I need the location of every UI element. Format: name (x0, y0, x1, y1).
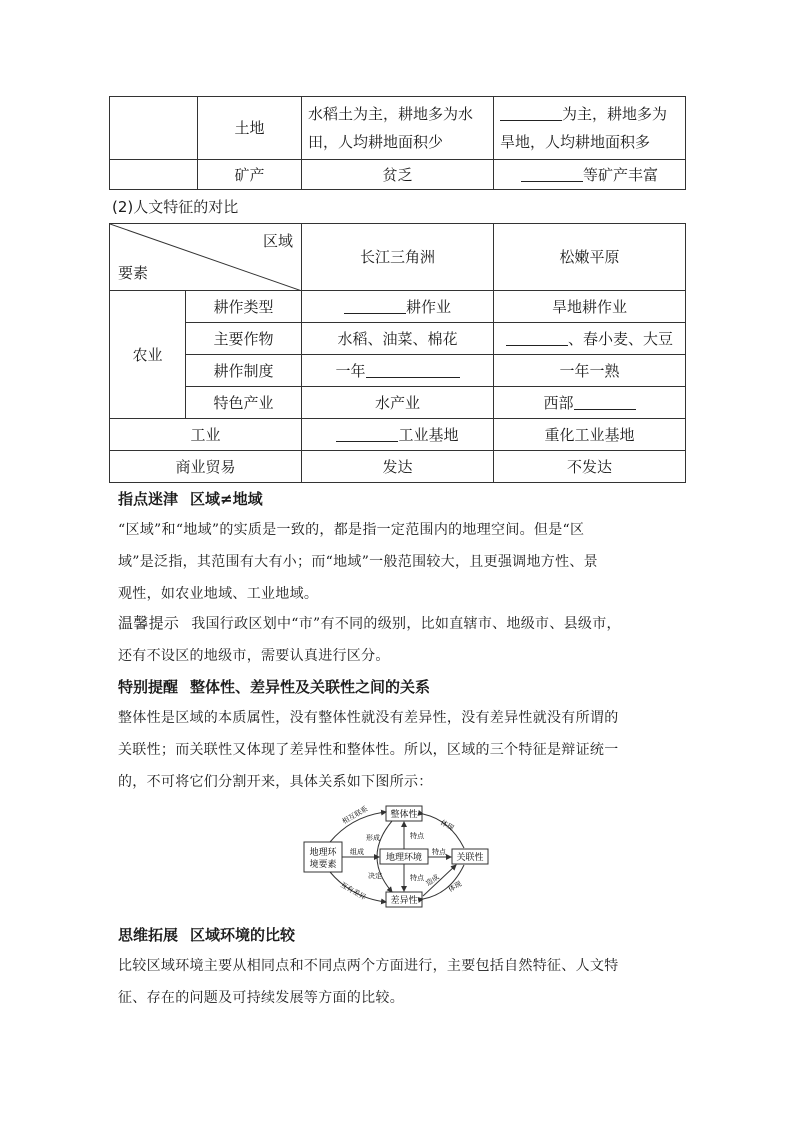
label-reflect-top: 体现 (439, 818, 456, 833)
fill-blank[interactable] (521, 165, 583, 182)
relationship-diagram (300, 800, 496, 912)
tip3-title: 整体性、差异性及关联性之间的关系 (190, 678, 431, 696)
farm-type-label: 耕作类型 (186, 291, 302, 323)
label-decide: 决定 (368, 872, 382, 880)
tip1-body (118, 514, 688, 610)
corner-header (110, 224, 302, 291)
fill-blank[interactable] (506, 329, 568, 346)
special-cj: 水产业 (302, 387, 494, 419)
tip3-body (118, 702, 688, 798)
fill-blank[interactable] (500, 104, 562, 121)
col-sn-header: 松嫩平原 (494, 224, 686, 291)
empty-cell (110, 160, 198, 190)
label-cause: 造成 (424, 873, 441, 888)
tip3-line: 整体性是区域的本质属性，没有整体性就没有差异性，没有差异性就没有所谓的 (118, 710, 619, 726)
mineral-cj: 贫乏 (302, 160, 494, 190)
industry-sn: 重化工业基地 (494, 419, 686, 451)
tip1-title: 区域≠地域 (190, 490, 263, 508)
fill-blank[interactable] (344, 297, 406, 314)
agri-label: 农业 (110, 291, 186, 419)
land-sn-line1: 为主，耕地多为 (562, 105, 668, 123)
tip2-line: 我国行政区划中“市”有不同的级别，比如直辖市、地级市、县级市， (191, 616, 621, 632)
corner-region: 区域 (262, 232, 293, 250)
mineral-sn-cell (494, 160, 686, 190)
node-elements-line2: 境要素 (309, 860, 337, 870)
industry-cj (302, 419, 494, 451)
fill-blank[interactable] (366, 361, 460, 378)
crops-cj: 水稻、油菜、棉花 (302, 323, 494, 355)
land-sn-cell (494, 97, 686, 160)
industry-cj-text: 工业基地 (398, 425, 459, 444)
label-mutual: 相互联系 (341, 804, 370, 826)
tip3-line: 的，不可将它们分割开来，具体关系如下图所示： (118, 774, 433, 790)
section-title: (2)人文特征的对比 (112, 198, 239, 216)
tip4-heading (118, 920, 295, 950)
fill-blank[interactable] (574, 393, 636, 410)
farm-type-sn: 旱地耕作业 (494, 291, 686, 323)
node-env-text: 地理环境 (385, 853, 423, 863)
system-cj-text: 一年 (335, 361, 366, 380)
node-diff-text: 差异性 (390, 896, 418, 906)
land-label: 土地 (198, 97, 302, 160)
label-compose: 组成 (350, 848, 364, 856)
tip3-tag: 特别提醒 (118, 678, 179, 696)
industry-label: 工业 (110, 419, 302, 451)
tip2-line: 还有不设区的地级市，需要认真进行区分。 (118, 648, 390, 664)
node-related-text: 关联性 (456, 853, 484, 863)
node-elements-line1: 地理环 (309, 848, 337, 858)
special-sn-text: 西部 (543, 393, 574, 412)
tip3-heading (118, 672, 430, 702)
fill-blank[interactable] (336, 425, 398, 442)
label-form: 形成 (366, 834, 380, 842)
tip4-title: 区域环境的比较 (190, 926, 296, 944)
label-feature-bottom: 特点 (410, 874, 424, 882)
human-features-table (109, 223, 686, 483)
tip3-line: 关联性；而关联性又体现了差异性和整体性。所以，区域的三个特征是辩证统一 (118, 742, 619, 758)
trade-sn: 不发达 (494, 451, 686, 483)
land-sn-line2: 旱地，人均耕地面积多 (500, 133, 651, 151)
mineral-label: 矿产 (198, 160, 302, 190)
tip1-tag: 指点迷津 (118, 490, 179, 508)
tip4-tag: 思维拓展 (118, 926, 179, 944)
tip4-line: 比较区域环境主要从相同点和不同点两个方面进行，主要包括自然特征、人文特 (118, 958, 619, 974)
special-sn (494, 387, 686, 419)
label-feature-top: 特点 (410, 832, 424, 840)
corner-element: 要素 (118, 264, 149, 282)
label-feature-right: 特点 (432, 848, 446, 856)
tip2-tag: 温馨提示 (118, 614, 180, 632)
system-label: 耕作制度 (186, 355, 302, 387)
tip4-body (118, 950, 688, 1014)
trade-label: 商业贸易 (110, 451, 302, 483)
land-cj-line1: 水稻土为主，耕地多为水 (308, 105, 474, 123)
system-cj (302, 355, 494, 387)
crops-sn (494, 323, 686, 355)
system-sn: 一年一熟 (494, 355, 686, 387)
col-cj-header: 长江三角洲 (302, 224, 494, 291)
mineral-sn-text: 等矿产丰富 (582, 165, 658, 184)
farm-type-cj (302, 291, 494, 323)
trade-cj: 发达 (302, 451, 494, 483)
tip1-line: 域”是泛指，其范围有大有小；而“地域”一般范围较大，且更强调地方性、景 (118, 554, 598, 570)
farm-type-cj-text: 耕作业 (405, 297, 451, 316)
special-label: 特色产业 (186, 387, 302, 419)
land-cj-cell (302, 97, 494, 160)
tip1-line: 观性，如农业地域、工业地域。 (118, 586, 319, 602)
land-cj-line2: 田，人均耕地面积少 (308, 133, 444, 151)
crops-sn-text: 、春小麦、大豆 (567, 329, 673, 348)
natural-features-table (109, 96, 686, 190)
label-reflect-bottom: 体现 (447, 879, 464, 894)
label-differ: 互有差异 (339, 880, 368, 902)
tip4-line: 征、存在的问题及可持续发展等方面的比较。 (118, 990, 404, 1006)
tip1-heading (118, 484, 263, 514)
node-whole-text: 整体性 (390, 810, 418, 820)
tip2-body (118, 608, 688, 672)
tip1-line: “区域”和“地域”的实质是一致的，都是指一定范围内的地理空间。但是“区 (118, 522, 585, 538)
crops-label: 主要作物 (186, 323, 302, 355)
empty-cell (110, 97, 198, 160)
